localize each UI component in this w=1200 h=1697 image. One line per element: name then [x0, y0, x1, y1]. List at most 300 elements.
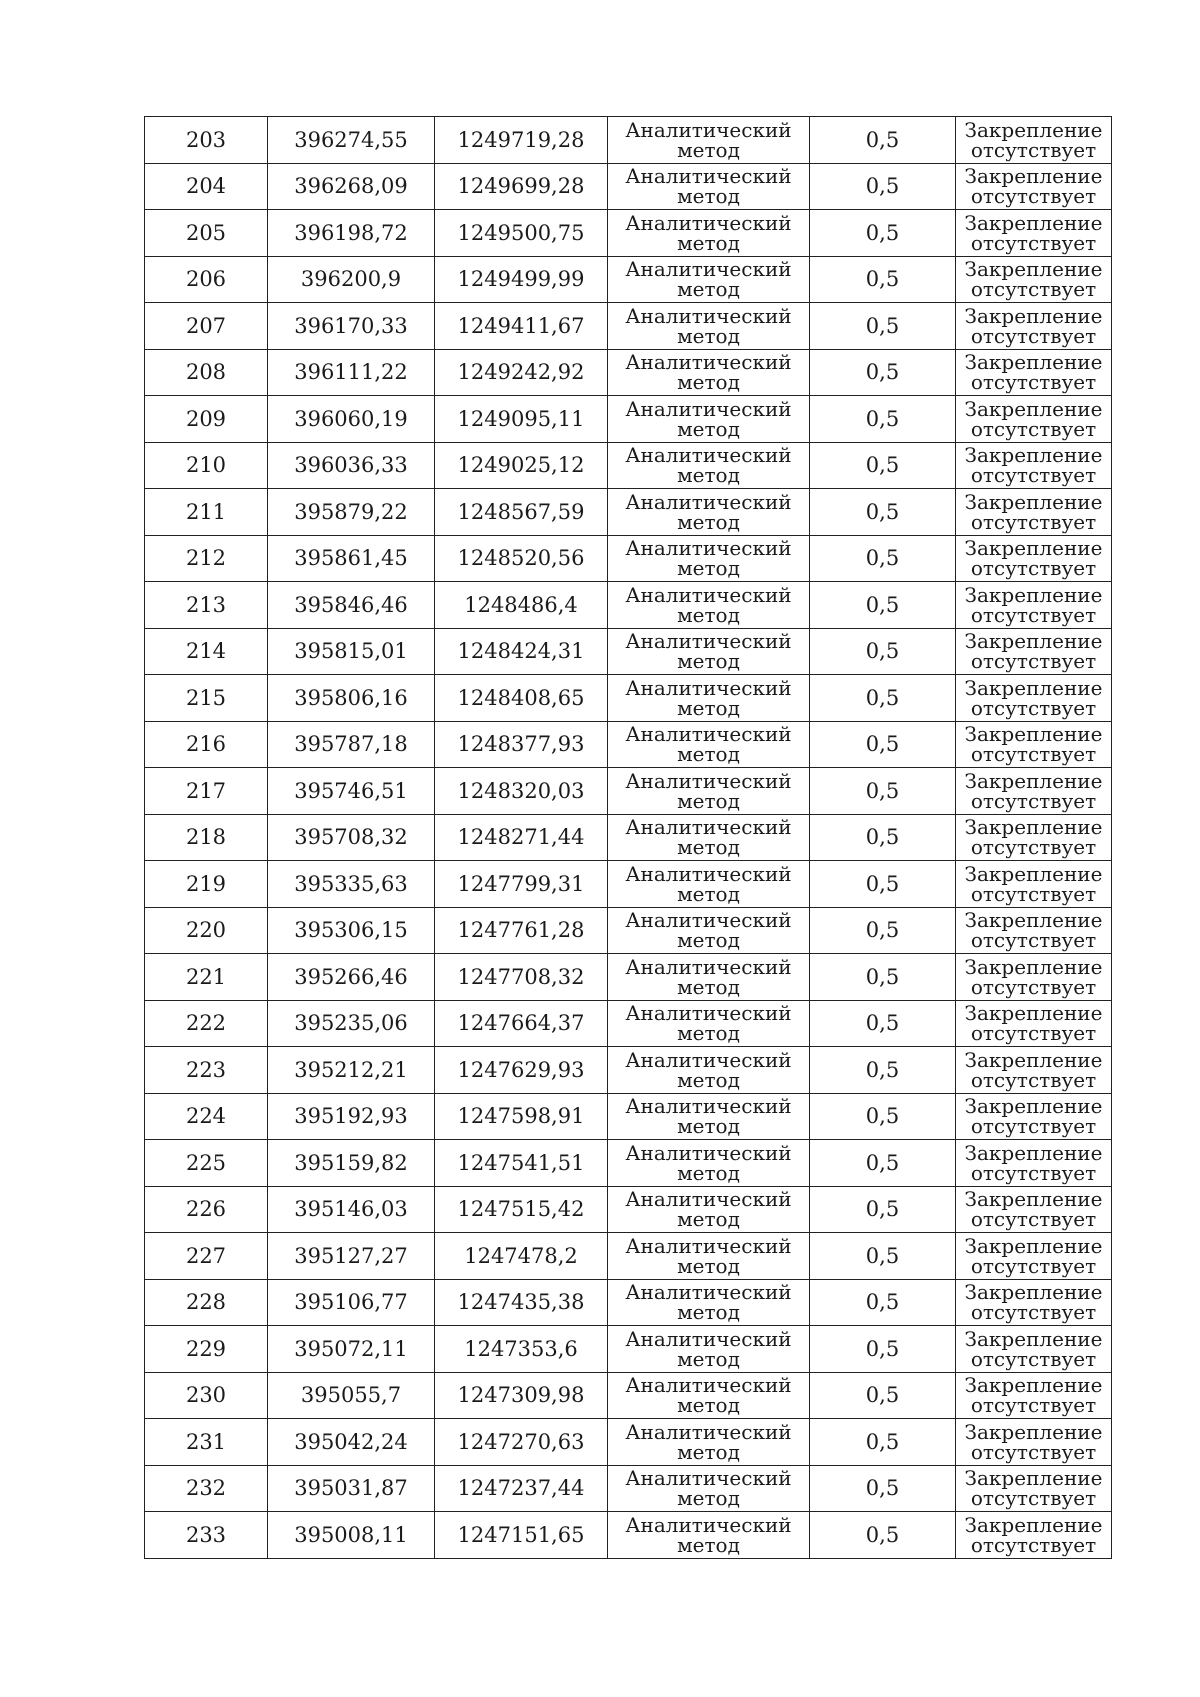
fixing-text: отсутствует: [970, 463, 1097, 488]
fixing-text: отсутствует: [970, 1207, 1097, 1232]
fixing-text: отсутствует: [970, 928, 1097, 953]
fixing-text: Закрепление: [964, 582, 1103, 607]
method-text: Аналитический: [625, 1187, 792, 1212]
point-number-cell: 215: [145, 675, 268, 722]
method-text: Аналитический: [625, 768, 792, 793]
fixing-text: отсутствует: [970, 277, 1097, 302]
fixing-text: Закрепление: [964, 954, 1103, 979]
fixing-text: Закрепление: [964, 861, 1103, 886]
table-row: [145, 489, 1112, 536]
fixing-text: отсутствует: [970, 556, 1097, 581]
x-coordinate-cell: 395708,32: [268, 814, 435, 861]
method-cell: [608, 1047, 810, 1094]
method-text: Аналитический: [625, 629, 792, 654]
fixing-text: отсутствует: [970, 835, 1097, 860]
fixing-text: Закрепление: [964, 1419, 1103, 1444]
fixing-text: Закрепление: [964, 117, 1103, 142]
accuracy-cell: 0,5: [810, 628, 956, 675]
fixing-text: Закрепление: [964, 1373, 1103, 1398]
fixing-text: отсутствует: [970, 881, 1097, 906]
accuracy-cell: 0,5: [810, 768, 956, 815]
method-text: Аналитический: [625, 1140, 792, 1165]
table-row: [145, 768, 1112, 815]
accuracy-cell: 0,5: [810, 582, 956, 629]
accuracy-cell: 0,5: [810, 1186, 956, 1233]
point-number-cell: 217: [145, 768, 268, 815]
y-coordinate-cell: 1249499,99: [435, 256, 608, 303]
method-text: метод: [677, 509, 740, 534]
point-number-cell: 225: [145, 1140, 268, 1187]
accuracy-cell: 0,5: [810, 489, 956, 536]
table-row: [145, 396, 1112, 443]
fixing-text: Закрепление: [964, 675, 1103, 700]
method-text: метод: [677, 230, 740, 255]
method-cell: [608, 396, 810, 443]
y-coordinate-cell: 1248567,59: [435, 489, 608, 536]
x-coordinate-cell: 395055,7: [268, 1372, 435, 1419]
method-text: метод: [677, 1486, 740, 1511]
method-text: метод: [677, 184, 740, 209]
method-text: метод: [677, 602, 740, 627]
fixing-text: Закрепление: [964, 1233, 1103, 1258]
fixing-cell: [956, 861, 1112, 908]
accuracy-cell: 0,5: [810, 907, 956, 954]
table-row: [145, 628, 1112, 675]
point-number-cell: 229: [145, 1326, 268, 1373]
table-row: [145, 1279, 1112, 1326]
y-coordinate-cell: 1247664,37: [435, 1000, 608, 1047]
method-text: метод: [677, 1346, 740, 1371]
fixing-cell: [956, 1000, 1112, 1047]
accuracy-cell: 0,5: [810, 396, 956, 443]
table-row: [145, 1372, 1112, 1419]
x-coordinate-cell: 396274,55: [268, 117, 435, 164]
fixing-text: Закрепление: [964, 1466, 1103, 1491]
method-text: Аналитический: [625, 582, 792, 607]
point-number-cell: 207: [145, 303, 268, 350]
point-number-cell: 231: [145, 1419, 268, 1466]
fixing-cell: [956, 1047, 1112, 1094]
fixing-cell: [956, 163, 1112, 210]
fixing-cell: [956, 582, 1112, 629]
x-coordinate-cell: 395146,03: [268, 1186, 435, 1233]
x-coordinate-cell: 396268,09: [268, 163, 435, 210]
y-coordinate-cell: 1249411,67: [435, 303, 608, 350]
x-coordinate-cell: 395879,22: [268, 489, 435, 536]
method-text: метод: [677, 1253, 740, 1278]
x-coordinate-cell: 395266,46: [268, 954, 435, 1001]
accuracy-cell: 0,5: [810, 349, 956, 396]
table-row: [145, 954, 1112, 1001]
y-coordinate-cell: 1247761,28: [435, 907, 608, 954]
point-number-cell: 232: [145, 1465, 268, 1512]
table-row: [145, 1512, 1112, 1559]
fixing-text: отсутствует: [970, 1486, 1097, 1511]
accuracy-cell: 0,5: [810, 303, 956, 350]
method-text: метод: [677, 556, 740, 581]
point-number-cell: 223: [145, 1047, 268, 1094]
fixing-cell: [956, 814, 1112, 861]
y-coordinate-cell: 1247598,91: [435, 1093, 608, 1140]
fixing-cell: [956, 907, 1112, 954]
method-text: метод: [677, 974, 740, 999]
method-text: Аналитический: [625, 954, 792, 979]
fixing-text: Закрепление: [964, 536, 1103, 561]
table-row: [145, 256, 1112, 303]
method-text: метод: [677, 137, 740, 162]
y-coordinate-cell: 1247435,38: [435, 1279, 608, 1326]
x-coordinate-cell: 395192,93: [268, 1093, 435, 1140]
method-cell: [608, 954, 810, 1001]
y-coordinate-cell: 1247799,31: [435, 861, 608, 908]
y-coordinate-cell: 1247515,42: [435, 1186, 608, 1233]
x-coordinate-cell: 396198,72: [268, 210, 435, 257]
point-number-cell: 210: [145, 442, 268, 489]
table-row: [145, 163, 1112, 210]
point-number-cell: 220: [145, 907, 268, 954]
fixing-cell: [956, 1465, 1112, 1512]
y-coordinate-cell: 1249500,75: [435, 210, 608, 257]
accuracy-cell: 0,5: [810, 1372, 956, 1419]
point-number-cell: 221: [145, 954, 268, 1001]
method-text: Аналитический: [625, 1326, 792, 1351]
table-row: [145, 1186, 1112, 1233]
x-coordinate-cell: 395806,16: [268, 675, 435, 722]
point-number-cell: 224: [145, 1093, 268, 1140]
fixing-text: Закрепление: [964, 257, 1103, 282]
accuracy-cell: 0,5: [810, 861, 956, 908]
method-text: Аналитический: [625, 536, 792, 561]
method-text: Аналитический: [625, 1094, 792, 1119]
y-coordinate-cell: 1247237,44: [435, 1465, 608, 1512]
accuracy-cell: 0,5: [810, 210, 956, 257]
fixing-cell: [956, 303, 1112, 350]
method-cell: [608, 1372, 810, 1419]
fixing-text: отсутствует: [970, 788, 1097, 813]
point-number-cell: 233: [145, 1512, 268, 1559]
method-cell: [608, 1279, 810, 1326]
fixing-text: отсутствует: [970, 1393, 1097, 1418]
y-coordinate-cell: 1249025,12: [435, 442, 608, 489]
fixing-text: отсутствует: [970, 416, 1097, 441]
fixing-text: отсутствует: [970, 1346, 1097, 1371]
method-text: Аналитический: [625, 257, 792, 282]
fixing-text: Закрепление: [964, 396, 1103, 421]
fixing-text: отсутствует: [970, 1532, 1097, 1557]
y-coordinate-cell: 1249699,28: [435, 163, 608, 210]
fixing-cell: [956, 1140, 1112, 1187]
point-number-cell: 206: [145, 256, 268, 303]
table-row: [145, 349, 1112, 396]
fixing-cell: [956, 1233, 1112, 1280]
table-row: [145, 1000, 1112, 1047]
fixing-cell: [956, 1093, 1112, 1140]
point-number-cell: 219: [145, 861, 268, 908]
fixing-cell: [956, 210, 1112, 257]
fixing-cell: [956, 349, 1112, 396]
method-cell: [608, 210, 810, 257]
accuracy-cell: 0,5: [810, 1279, 956, 1326]
point-number-cell: 203: [145, 117, 268, 164]
fixing-text: отсутствует: [970, 1114, 1097, 1139]
method-text: Аналитический: [625, 350, 792, 375]
fixing-cell: [956, 489, 1112, 536]
x-coordinate-cell: 395008,11: [268, 1512, 435, 1559]
fixing-text: Закрепление: [964, 629, 1103, 654]
fixing-text: отсутствует: [970, 602, 1097, 627]
method-cell: [608, 675, 810, 722]
point-number-cell: 205: [145, 210, 268, 257]
table-row: [145, 1419, 1112, 1466]
fixing-text: отсутствует: [970, 1439, 1097, 1464]
point-number-cell: 212: [145, 535, 268, 582]
y-coordinate-cell: 1249719,28: [435, 117, 608, 164]
fixing-cell: [956, 256, 1112, 303]
point-number-cell: 218: [145, 814, 268, 861]
table-row: [145, 861, 1112, 908]
method-text: метод: [677, 835, 740, 860]
method-cell: [608, 1233, 810, 1280]
fixing-text: отсутствует: [970, 695, 1097, 720]
method-text: Аналитический: [625, 1419, 792, 1444]
method-text: Аналитический: [625, 1233, 792, 1258]
fixing-text: Закрепление: [964, 1094, 1103, 1119]
fixing-text: Закрепление: [964, 768, 1103, 793]
x-coordinate-cell: 395306,15: [268, 907, 435, 954]
fixing-text: Закрепление: [964, 1280, 1103, 1305]
y-coordinate-cell: 1248486,4: [435, 582, 608, 629]
fixing-text: Закрепление: [964, 1140, 1103, 1165]
method-cell: [608, 582, 810, 629]
point-number-cell: 204: [145, 163, 268, 210]
point-number-cell: 228: [145, 1279, 268, 1326]
method-cell: [608, 721, 810, 768]
method-text: метод: [677, 416, 740, 441]
fixing-text: Закрепление: [964, 303, 1103, 328]
fixing-cell: [956, 1326, 1112, 1373]
fixing-text: отсутствует: [970, 1300, 1097, 1325]
x-coordinate-cell: 395106,77: [268, 1279, 435, 1326]
method-cell: [608, 907, 810, 954]
fixing-text: Закрепление: [964, 1326, 1103, 1351]
point-number-cell: 216: [145, 721, 268, 768]
method-cell: [608, 1512, 810, 1559]
fixing-text: отсутствует: [970, 1253, 1097, 1278]
y-coordinate-cell: 1248320,03: [435, 768, 608, 815]
method-cell: [608, 442, 810, 489]
method-cell: [608, 535, 810, 582]
method-cell: [608, 1140, 810, 1187]
table-row: [145, 1140, 1112, 1187]
fixing-cell: [956, 768, 1112, 815]
x-coordinate-cell: 395815,01: [268, 628, 435, 675]
point-number-cell: 222: [145, 1000, 268, 1047]
x-coordinate-cell: 395746,51: [268, 768, 435, 815]
accuracy-cell: 0,5: [810, 1093, 956, 1140]
x-coordinate-cell: 396170,33: [268, 303, 435, 350]
method-text: Аналитический: [625, 1001, 792, 1026]
accuracy-cell: 0,5: [810, 1000, 956, 1047]
fixing-text: отсутствует: [970, 1067, 1097, 1092]
fixing-cell: [956, 675, 1112, 722]
table-row: [145, 1047, 1112, 1094]
method-text: Аналитический: [625, 303, 792, 328]
fixing-text: Закрепление: [964, 1512, 1103, 1537]
method-text: метод: [677, 742, 740, 767]
accuracy-cell: 0,5: [810, 1419, 956, 1466]
method-text: Аналитический: [625, 117, 792, 142]
fixing-text: отсутствует: [970, 137, 1097, 162]
method-cell: [608, 1419, 810, 1466]
y-coordinate-cell: 1248520,56: [435, 535, 608, 582]
accuracy-cell: 0,5: [810, 954, 956, 1001]
fixing-text: отсутствует: [970, 370, 1097, 395]
x-coordinate-cell: 395335,63: [268, 861, 435, 908]
method-cell: [608, 1186, 810, 1233]
fixing-text: отсутствует: [970, 509, 1097, 534]
method-text: Аналитический: [625, 1047, 792, 1072]
fixing-text: Закрепление: [964, 1187, 1103, 1212]
method-text: Аналитический: [625, 1466, 792, 1491]
fixing-text: отсутствует: [970, 974, 1097, 999]
fixing-cell: [956, 1186, 1112, 1233]
method-cell: [608, 1465, 810, 1512]
method-text: Аналитический: [625, 722, 792, 747]
accuracy-cell: 0,5: [810, 1465, 956, 1512]
method-text: метод: [677, 649, 740, 674]
table-row: [145, 117, 1112, 164]
method-cell: [608, 1000, 810, 1047]
accuracy-cell: 0,5: [810, 1140, 956, 1187]
fixing-cell: [956, 117, 1112, 164]
method-text: метод: [677, 1114, 740, 1139]
fixing-text: Закрепление: [964, 722, 1103, 747]
fixing-text: отсутствует: [970, 649, 1097, 674]
table-row: [145, 1233, 1112, 1280]
method-text: метод: [677, 788, 740, 813]
accuracy-cell: 0,5: [810, 1047, 956, 1094]
method-text: метод: [677, 1021, 740, 1046]
accuracy-cell: 0,5: [810, 721, 956, 768]
fixing-cell: [956, 1372, 1112, 1419]
table-row: [145, 303, 1112, 350]
y-coordinate-cell: 1249242,92: [435, 349, 608, 396]
method-text: Аналитический: [625, 675, 792, 700]
accuracy-cell: 0,5: [810, 1326, 956, 1373]
point-number-cell: 208: [145, 349, 268, 396]
x-coordinate-cell: 396060,19: [268, 396, 435, 443]
fixing-text: отсутствует: [970, 742, 1097, 767]
x-coordinate-cell: 395846,46: [268, 582, 435, 629]
method-text: метод: [677, 1300, 740, 1325]
method-text: метод: [677, 1393, 740, 1418]
fixing-cell: [956, 535, 1112, 582]
accuracy-cell: 0,5: [810, 1233, 956, 1280]
fixing-text: отсутствует: [970, 184, 1097, 209]
fixing-text: отсутствует: [970, 1160, 1097, 1185]
fixing-text: Закрепление: [964, 164, 1103, 189]
fixing-cell: [956, 628, 1112, 675]
accuracy-cell: 0,5: [810, 163, 956, 210]
method-text: Аналитический: [625, 861, 792, 886]
method-cell: [608, 489, 810, 536]
y-coordinate-cell: 1247353,6: [435, 1326, 608, 1373]
accuracy-cell: 0,5: [810, 675, 956, 722]
y-coordinate-cell: 1247541,51: [435, 1140, 608, 1187]
method-text: Аналитический: [625, 396, 792, 421]
fixing-text: Закрепление: [964, 210, 1103, 235]
x-coordinate-cell: 395235,06: [268, 1000, 435, 1047]
method-cell: [608, 303, 810, 350]
table-row: [145, 721, 1112, 768]
table-row: [145, 582, 1112, 629]
method-text: метод: [677, 463, 740, 488]
fixing-cell: [956, 396, 1112, 443]
point-number-cell: 226: [145, 1186, 268, 1233]
accuracy-cell: 0,5: [810, 814, 956, 861]
y-coordinate-cell: 1247708,32: [435, 954, 608, 1001]
point-number-cell: 230: [145, 1372, 268, 1419]
method-text: Аналитический: [625, 443, 792, 468]
y-coordinate-cell: 1247270,63: [435, 1419, 608, 1466]
fixing-text: Закрепление: [964, 350, 1103, 375]
x-coordinate-cell: 395787,18: [268, 721, 435, 768]
fixing-text: Закрепление: [964, 443, 1103, 468]
method-text: метод: [677, 370, 740, 395]
y-coordinate-cell: 1247478,2: [435, 1233, 608, 1280]
method-text: метод: [677, 1067, 740, 1092]
method-text: метод: [677, 695, 740, 720]
method-text: Аналитический: [625, 1373, 792, 1398]
accuracy-cell: 0,5: [810, 256, 956, 303]
x-coordinate-cell: 395031,87: [268, 1465, 435, 1512]
y-coordinate-cell: 1247309,98: [435, 1372, 608, 1419]
fixing-cell: [956, 1512, 1112, 1559]
method-text: метод: [677, 881, 740, 906]
point-number-cell: 213: [145, 582, 268, 629]
x-coordinate-cell: 396200,9: [268, 256, 435, 303]
fixing-text: отсутствует: [970, 323, 1097, 348]
table-row: [145, 1326, 1112, 1373]
method-text: Аналитический: [625, 164, 792, 189]
method-text: Аналитический: [625, 1280, 792, 1305]
method-cell: [608, 256, 810, 303]
y-coordinate-cell: 1247151,65: [435, 1512, 608, 1559]
coordinates-table: [144, 116, 1112, 1559]
method-text: Аналитический: [625, 210, 792, 235]
method-cell: [608, 628, 810, 675]
method-text: Аналитический: [625, 908, 792, 933]
table-body: [145, 117, 1112, 1559]
fixing-cell: [956, 954, 1112, 1001]
y-coordinate-cell: 1248408,65: [435, 675, 608, 722]
x-coordinate-cell: 395212,21: [268, 1047, 435, 1094]
method-text: метод: [677, 1207, 740, 1232]
method-cell: [608, 1326, 810, 1373]
y-coordinate-cell: 1247629,93: [435, 1047, 608, 1094]
table-row: [145, 535, 1112, 582]
x-coordinate-cell: 395159,82: [268, 1140, 435, 1187]
point-number-cell: 209: [145, 396, 268, 443]
accuracy-cell: 0,5: [810, 535, 956, 582]
method-text: метод: [677, 277, 740, 302]
method-cell: [608, 1093, 810, 1140]
method-text: метод: [677, 1439, 740, 1464]
fixing-text: отсутствует: [970, 230, 1097, 255]
table-row: [145, 210, 1112, 257]
table-row: [145, 814, 1112, 861]
x-coordinate-cell: 395042,24: [268, 1419, 435, 1466]
